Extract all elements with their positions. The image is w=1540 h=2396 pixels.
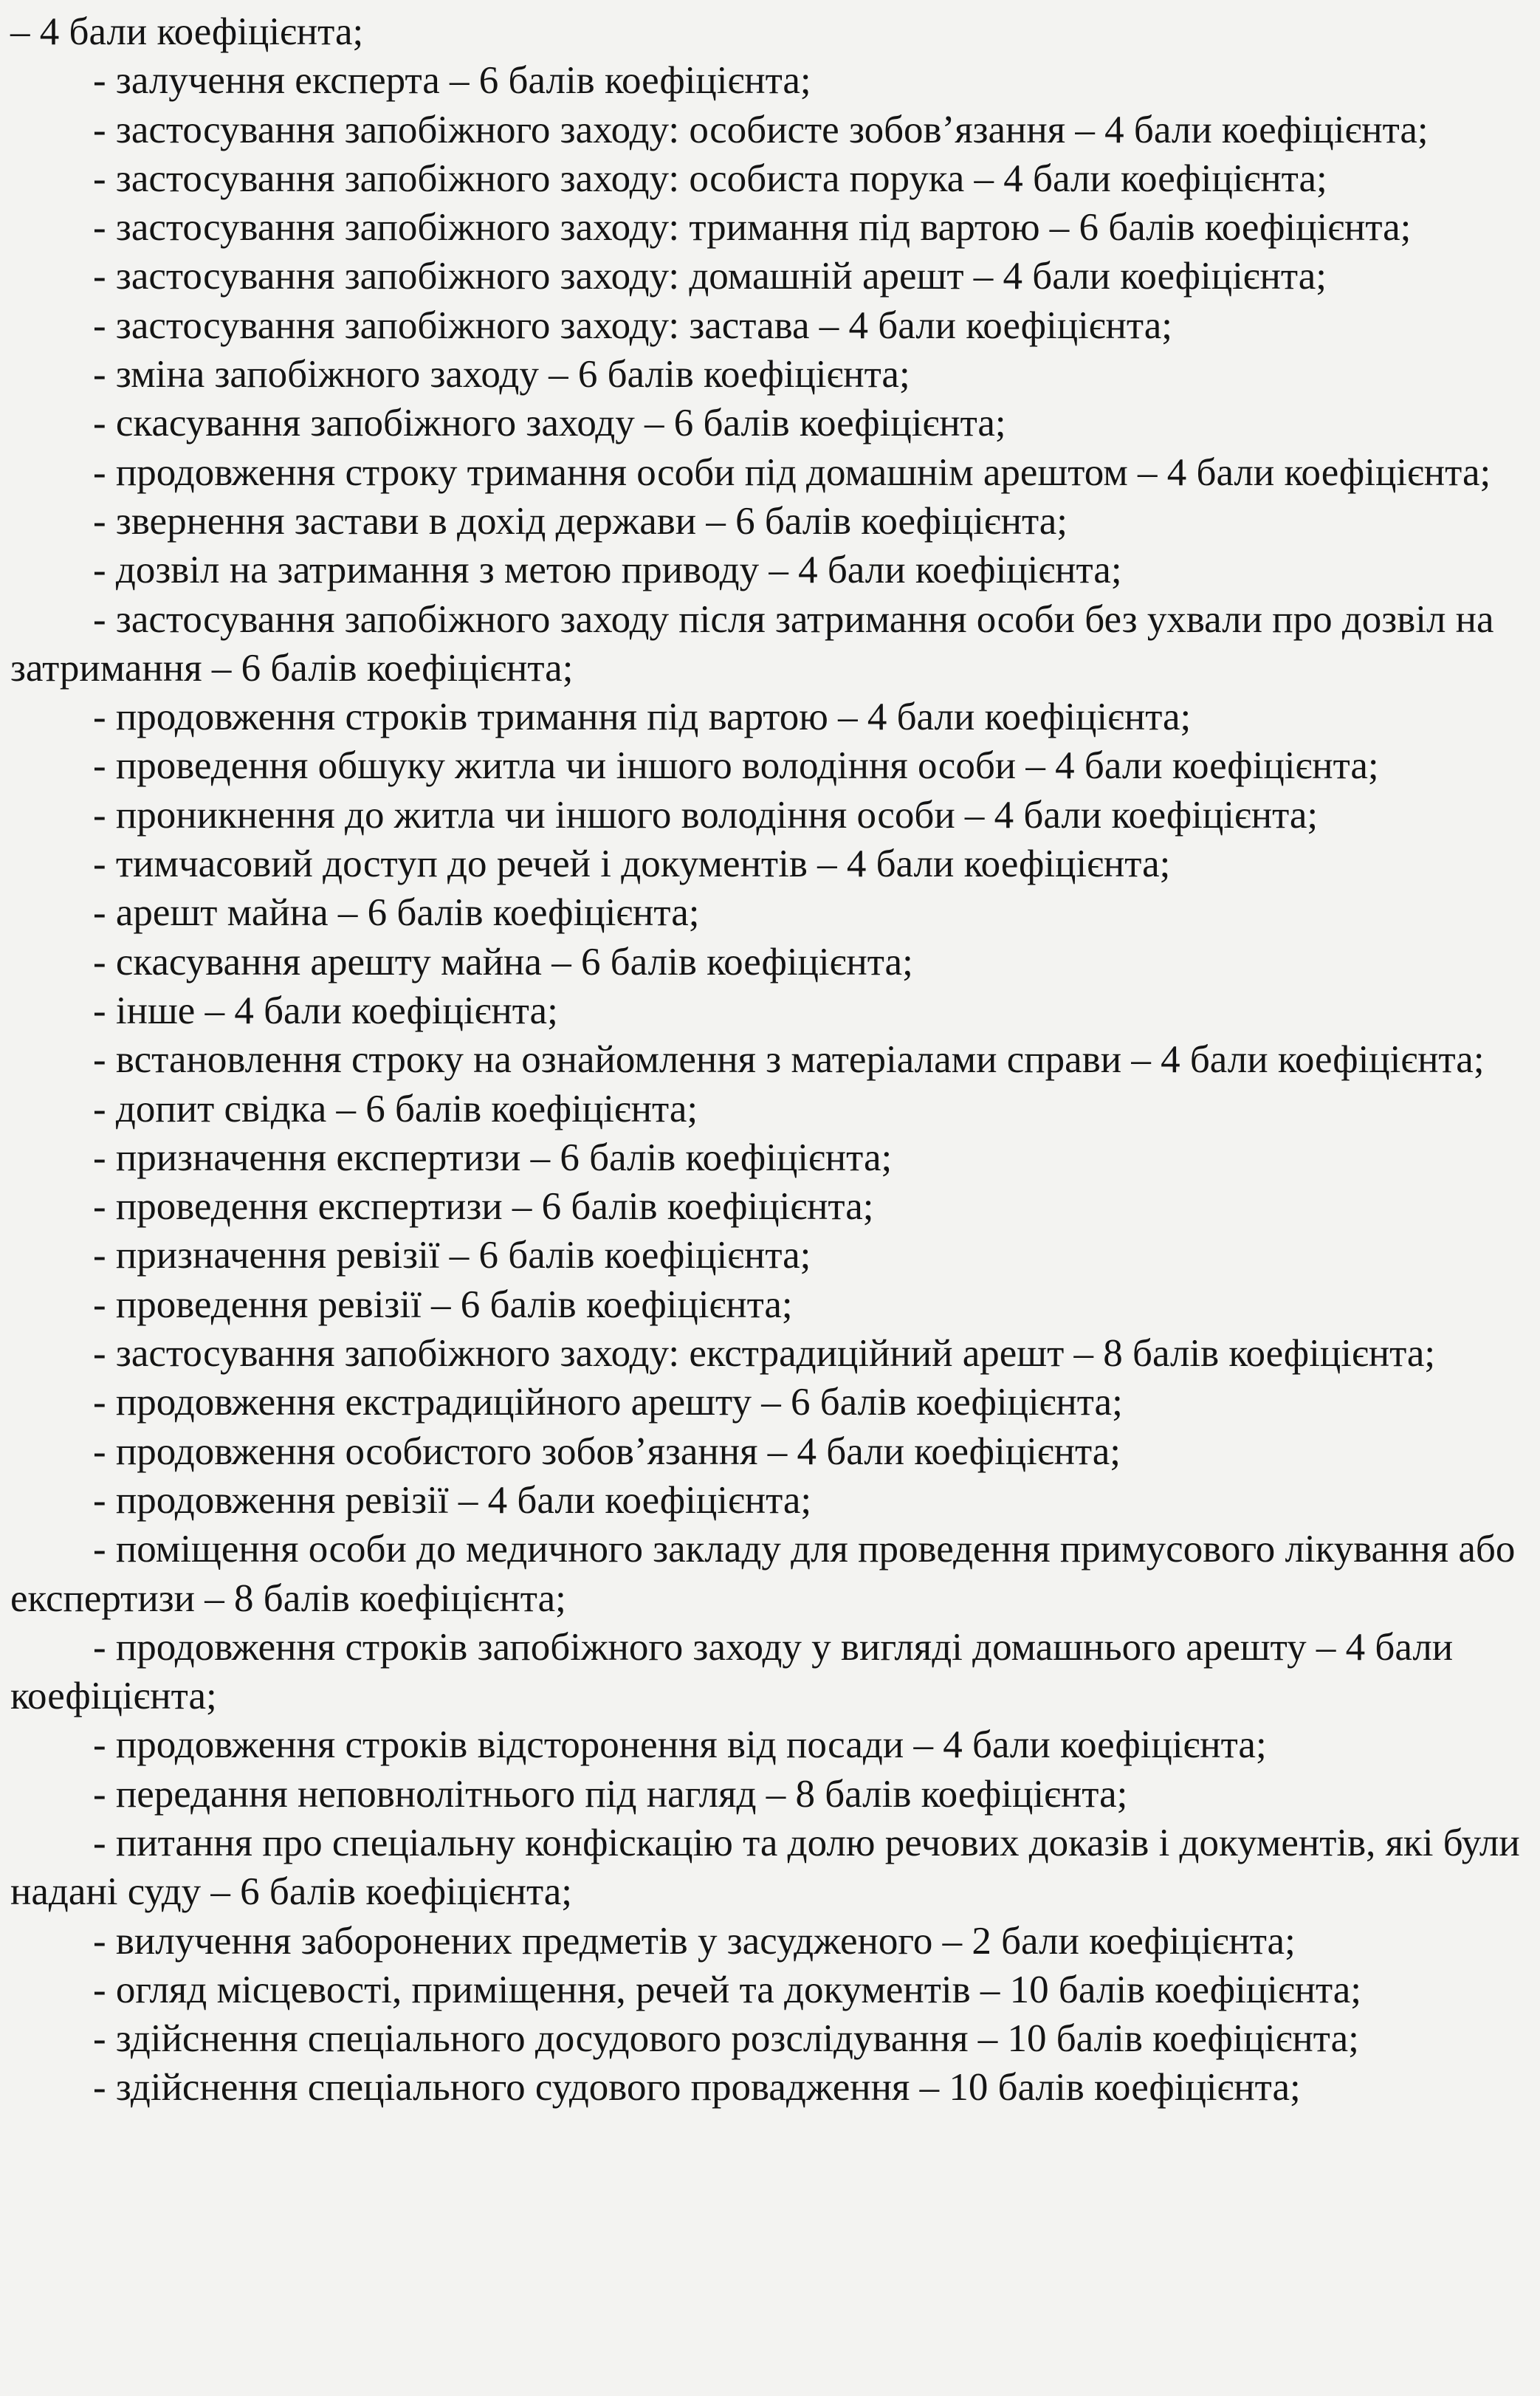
- list-item: - продовження строку тримання особи під домашнім арештом – 4 бали коефіцієнта;: [93, 450, 1491, 494]
- list-item: - продовження строків тримання під вартою – 4 бали коефіцієнта;: [93, 696, 1192, 739]
- list-item: - встановлення строку на ознайомлення з матеріалами справи – 4 бали коефіцієнта;: [93, 1038, 1485, 1082]
- list-item: - дозвіл на затримання з метою приводу – 4 бали коефіцієнта;: [93, 549, 1122, 592]
- list-item: - застосування запобіжного заходу: особисте зобов’язання – 4 бали коефіцієнта;: [93, 108, 1429, 151]
- list-item: - звернення застави в дохід держави – 6 балів коефіцієнта;: [93, 499, 1068, 543]
- list-item: - огляд місцевості, приміщення, речей та документів – 10 балів коефіцієнта;: [93, 1968, 1362, 2011]
- list-item: - здійснення спеціального досудового розслідування – 10 балів коефіцієнта;: [93, 2017, 1359, 2061]
- list-item: - здійснення спеціального судового провадження – 10 балів коефіцієнта;: [93, 2066, 1301, 2110]
- list-item: - застосування запобіжного заходу: домашній арешт – 4 бали коефіцієнта;: [93, 255, 1327, 298]
- list-item: - тимчасовий доступ до речей і документів – 4 бали коефіцієнта;: [93, 842, 1171, 886]
- list-item: - вилучення заборонених предметів у засудженого – 2 бали коефіцієнта;: [93, 1919, 1296, 1963]
- list-item: - проведення експертизи – 6 балів коефіцієнта;: [93, 1185, 874, 1229]
- list-item: - скасування запобіжного заходу – 6 балів коефіцієнта;: [93, 402, 1006, 445]
- list-item: - застосування запобіжного заходу: екстрадиційний арешт – 8 балів коефіцієнта;: [93, 1332, 1436, 1376]
- list-item: - призначення ревізії – 6 балів коефіцієнта;: [93, 1234, 811, 1277]
- list-item: - застосування запобіжного заходу після затримання особи без ухвали про дозвіл на затримання – 6 балів коефіцієнта;: [10, 597, 1494, 690]
- continuation-line: – 4 бали коефіцієнта;: [10, 10, 364, 53]
- list-item: - проведення ревізії – 6 балів коефіцієнта;: [93, 1283, 793, 1326]
- list-item: - продовження строків відсторонення від посади – 4 бали коефіцієнта;: [93, 1723, 1267, 1767]
- list-item: - арешт майна – 6 балів коефіцієнта;: [93, 891, 700, 935]
- list-item: - поміщення особи до медичного закладу для проведення примусового лікування або експертизи – 8 балів коефіцієнта;: [10, 1528, 1516, 1620]
- document-page: [10, 7, 1533, 2112]
- list-item: - допит свідка – 6 балів коефіцієнта;: [93, 1087, 698, 1130]
- list-item: - продовження особистого зобов’язання – 4 бали коефіцієнта;: [93, 1429, 1121, 1473]
- list-item: - передання неповнолітнього під нагляд – 8 балів коефіцієнта;: [93, 1772, 1128, 1816]
- list-item: - інше – 4 бали коефіцієнта;: [93, 989, 558, 1032]
- list-item: - продовження строків запобіжного заходу у вигляді домашнього арешту – 4 бали коефіцієнта;: [10, 1625, 1454, 1718]
- list-item: - залучення експерта – 6 балів коефіцієнта;: [93, 59, 811, 103]
- list-item: - застосування запобіжного заходу: застава – 4 бали коефіцієнта;: [93, 303, 1172, 347]
- list-item: - скасування арешту майна – 6 балів коефіцієнта;: [93, 940, 913, 984]
- list-item: - продовження екстрадиційного арешту – 6 балів коефіцієнта;: [93, 1381, 1123, 1424]
- list-item: - призначення експертизи – 6 балів коефіцієнта;: [93, 1136, 893, 1179]
- list-item: - питання про спеціальну конфіскацію та долю речових доказів і документів, які були надані суду – 6 балів коефіцієнта;: [10, 1821, 1520, 1914]
- list-item: - проникнення до житла чи іншого володіння особи – 4 бали коефіцієнта;: [93, 793, 1319, 837]
- list-item: - зміна запобіжного заходу – 6 балів коефіцієнта;: [93, 353, 910, 397]
- list-item: - продовження ревізії – 4 бали коефіцієнта;: [93, 1478, 812, 1522]
- coefficient-list: [10, 56, 1533, 2112]
- list-item: - застосування запобіжного заходу: тримання під вартою – 6 балів коефіцієнта;: [93, 206, 1412, 250]
- list-item: - застосування запобіжного заходу: особиста порука – 4 бали коефіцієнта;: [93, 157, 1327, 200]
- list-item: - проведення обшуку житла чи іншого володіння особи – 4 бали коефіцієнта;: [93, 744, 1379, 788]
